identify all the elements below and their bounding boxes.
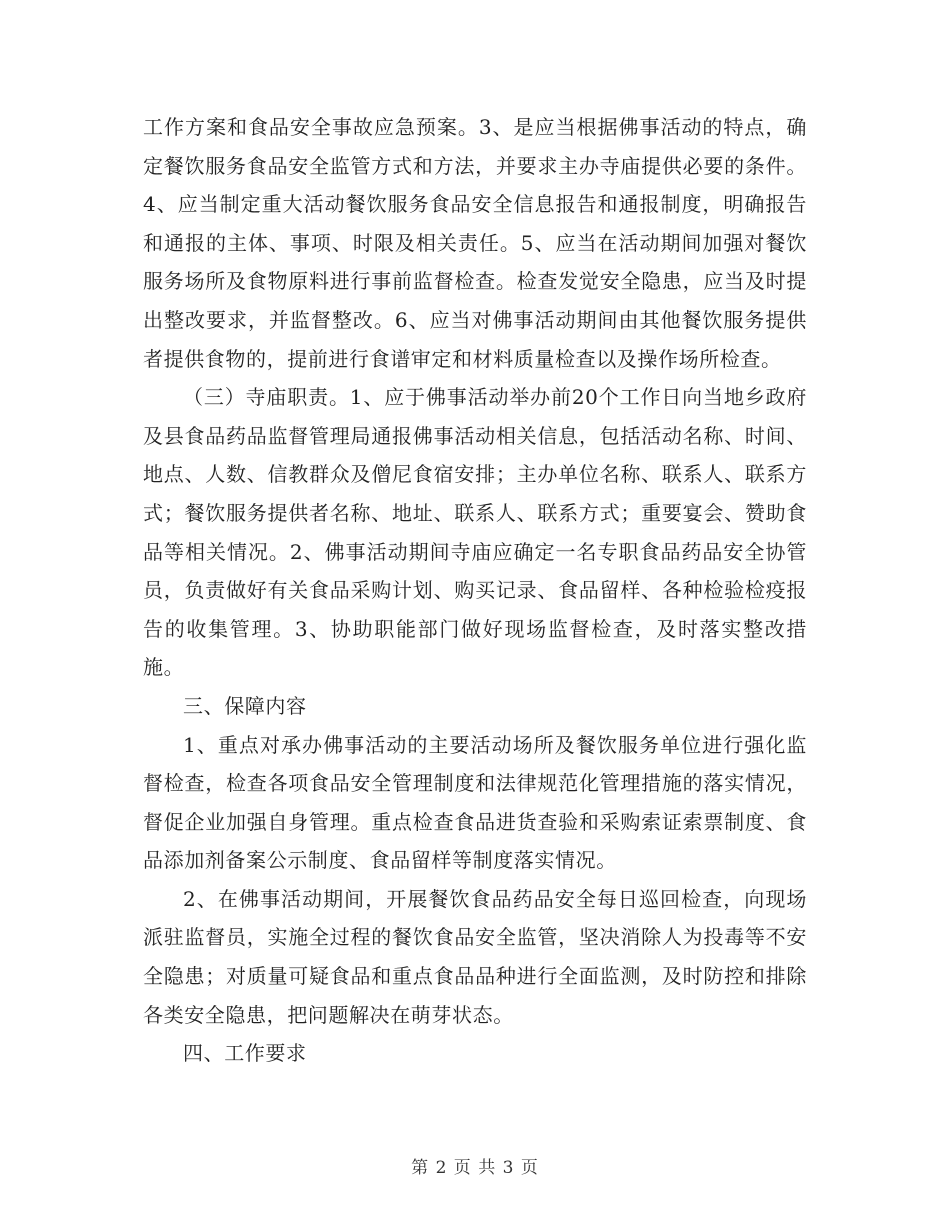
page-number-footer: 第 2 页 共 3 页 (411, 1158, 539, 1178)
paragraph-5-daily-patrol: 2、在佛事活动期间，开展餐饮食品药品安全每日巡回检查，向现场派驻监督员，实施全过程的餐饮食品安全监管，坚决消除人为投毒等不安全隐患；对质量可疑食品和重点食品品种进行全面监测，及时防控和排除各类安全隐患，把问题解决在萌芽状态。 (143, 886, 807, 1027)
paragraph-1: 工作方案和食品安全事故应急预案。3、是应当根据佛事活动的特点，确定餐饮服务食品安全监管方式和方法，并要求主办寺庙提供必要的条件。4、应当制定重大活动餐饮服务食品安全信息报告和通报制度，明确报告和通报的主体、事项、时限及相关责任。5、应当在活动期间加强对餐饮服务场所及食物原料进行事前监督检查。检查发觉安全隐患，应当及时提出整改要求，并监督整改。6、应当对佛事活动期间由其他餐饮服务提供者提供食物的，提前进行食谱审定和材料质量检查以及操作场所检查。 (143, 115, 807, 371)
paragraph-2-temple-duties: （三）寺庙职责。1、应于佛事活动举办前20个工作日向当地乡政府及县食品药品监督管理局通报佛事活动相关信息，包括活动名称、时间、地点、人数、信教群众及僧尼食宿安排；主办单位名称、联系人、联系方式；餐饮服务提供者名称、地址、联系人、联系方式；重要宴会、赞助食品等相关情况。2、佛事活动期间寺庙应确定一名专职食品药品安全协管员，负责做好有关食品采购计划、购买记录、食品留样、各种检验检疫报告的收集管理。3、协助职能部门做好现场监督检查，及时落实整改措施。 (143, 385, 807, 680)
paragraph-4-inspection: 1、重点对承办佛事活动的主要活动场所及餐饮服务单位进行强化监督检查，检查各项食品安全管理制度和法律规范化管理措施的落实情况，督促企业加强自身管理。重点检查食品进货查验和采购索证索票制度、食品添加剂备案公示制度、食品留样等制度落实情况。 (143, 732, 807, 873)
document-body (143, 108, 807, 1073)
section-heading-requirements: 四、工作要求 (183, 1041, 307, 1066)
section-heading-guarantee: 三、保障内容 (183, 693, 307, 718)
